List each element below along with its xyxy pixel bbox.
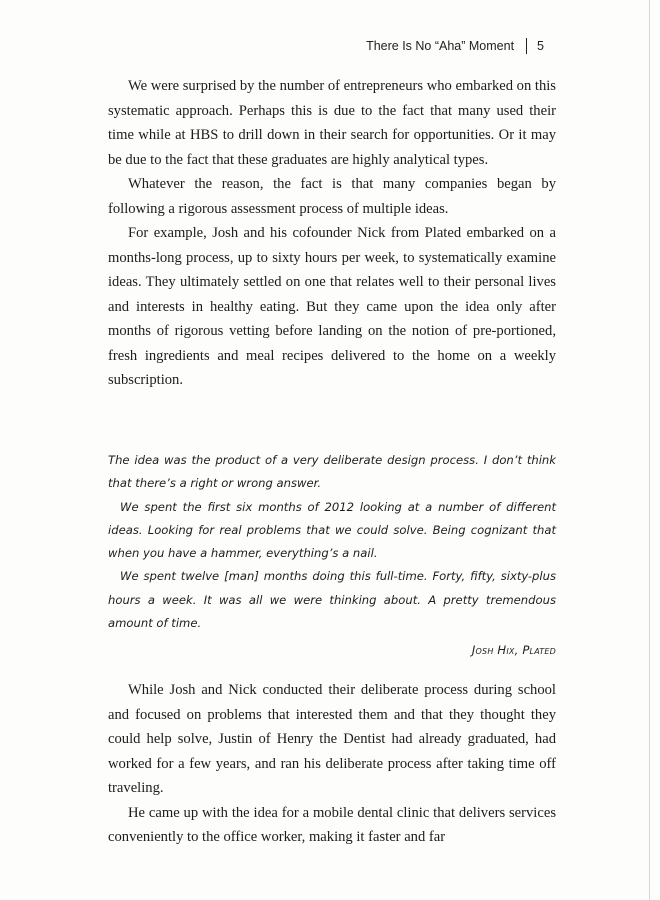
- paragraph: Whatever the reason, the fact is that many companies began by following a rigorous assessment process of multiple ideas.: [108, 176, 556, 217]
- block-quote: [108, 449, 556, 663]
- header-divider: [526, 38, 527, 54]
- running-header: [366, 38, 544, 54]
- page-edge: [649, 0, 650, 900]
- body-text-bottom: [108, 678, 556, 850]
- paragraph: While Josh and Nick conducted their deliberate process during school and focused on problems that interested them and that they thought they could help solve, Justin of Henry the Dentist had already graduated, had worked for a few years, and ran his deliberate process after taking time off traveling.: [108, 682, 556, 796]
- paragraph: For example, Josh and his cofounder Nick from Plated embarked on a months-long process, up to sixty hours per week, to systematically examine ideas. They ultimately settled on one that relates well to their personal lives and interests in healthy eating. But they came upon the idea only after months of rigorous vetting before landing on the notion of pre-portioned, fresh ingredients and meal recipes delivered to the home on a weekly subscription.: [108, 225, 556, 388]
- quote-attribution: Josh Hix, Plated: [471, 643, 556, 658]
- paragraph: We were surprised by the number of entrepreneurs who embarked on this systematic approach. Perhaps this is due to the fact that many used their time while at HBS to drill down in their search for opportunities. Or it may be due to the fact that these graduates are highly analytical types.: [108, 78, 556, 168]
- quote-paragraph: We spent the first six months of 2012 looking at a number of different ideas. Looking for real problems that we could solve. Being cognizant that when you have a hammer, everything’s a nail.: [108, 499, 556, 561]
- page-number: 5: [537, 39, 544, 53]
- body-text-top: [108, 74, 556, 393]
- quote-paragraph: The idea was the product of a very deliberate design process. I don’t think that there’s a right or wrong answer.: [108, 453, 556, 491]
- paragraph: He came up with the idea for a mobile dental clinic that delivers services conveniently to the office worker, making it faster and far: [108, 804, 556, 845]
- quote-paragraph: We spent twelve [man] months doing this full-time. Forty, fifty, sixty-plus hours a week. It was all we were thinking about. A pretty tremendous amount of time.: [108, 569, 556, 631]
- running-header-title: There Is No “Aha” Moment: [366, 39, 515, 53]
